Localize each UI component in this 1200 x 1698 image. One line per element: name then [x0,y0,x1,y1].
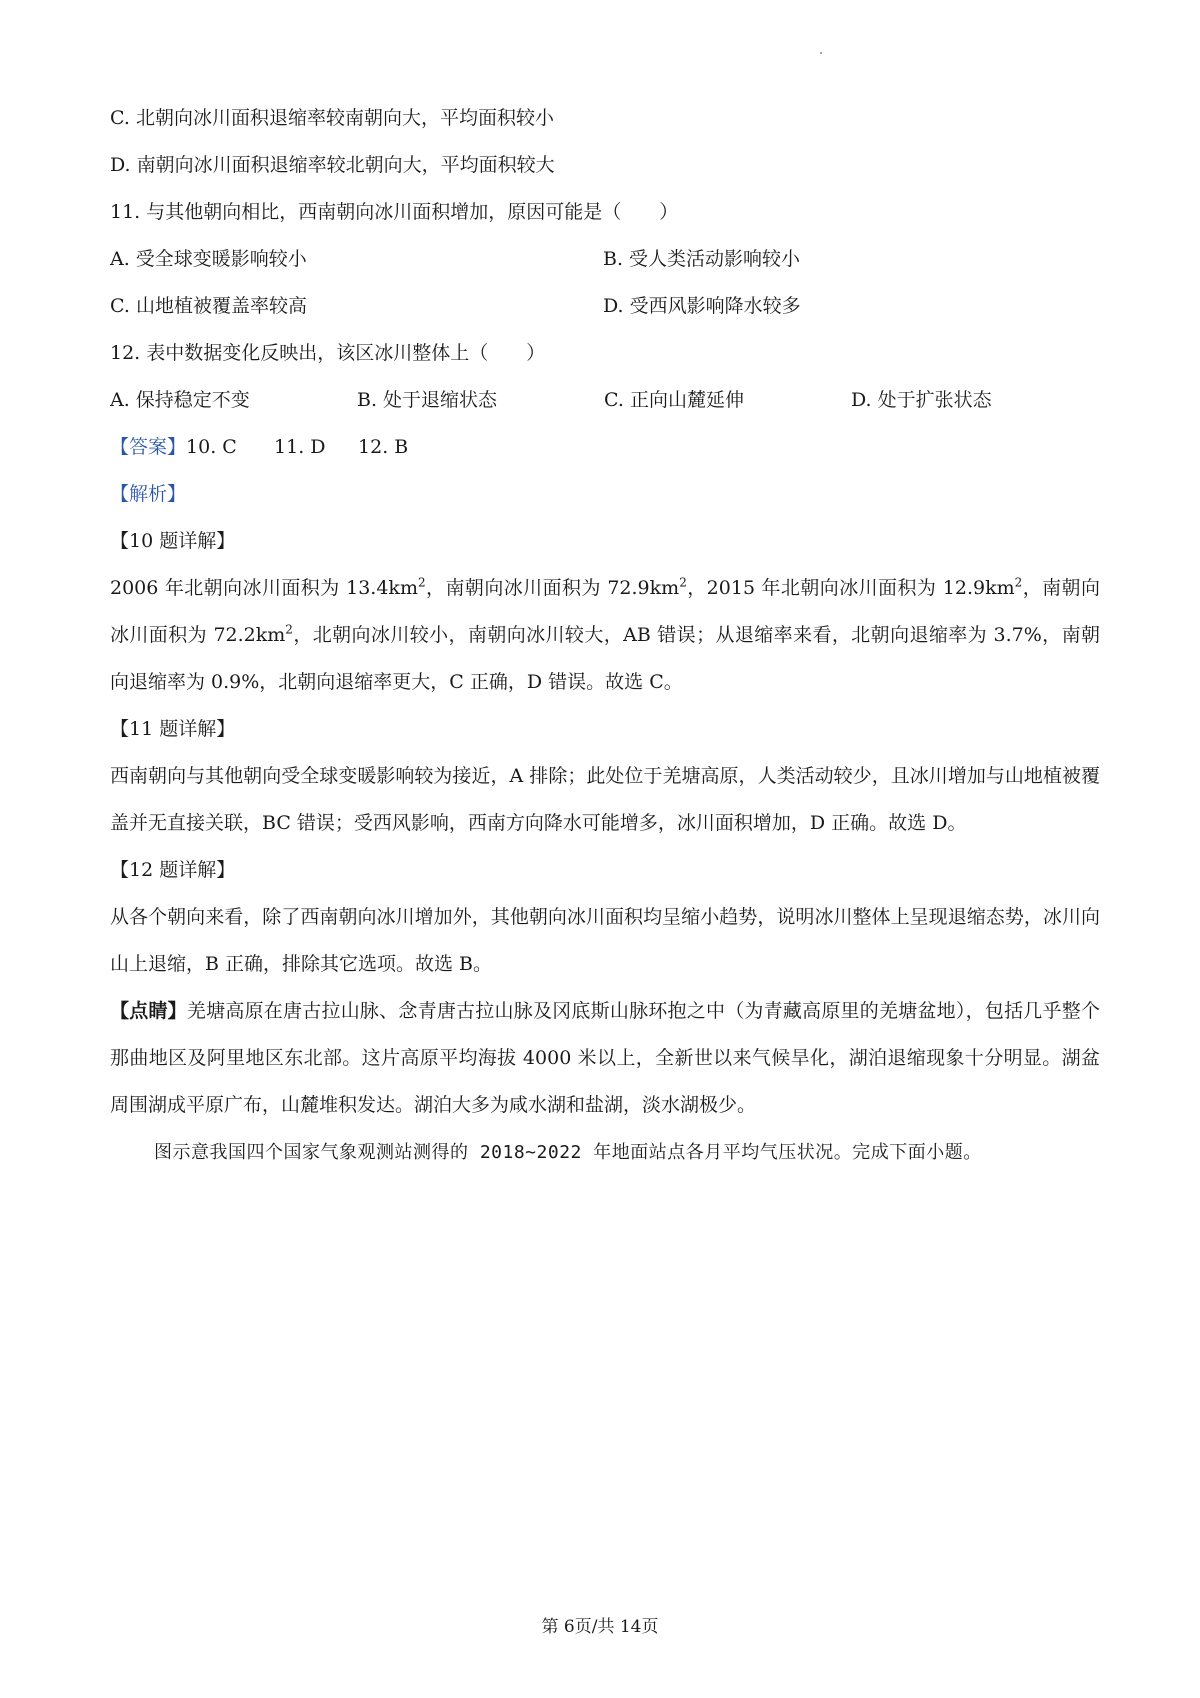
answer-10: 10. C [186,436,237,458]
q12-option-d: D. 处于扩张状态 [851,389,992,411]
q10-text-part: ，2015 年北朝向冰川面积为 12.9km [686,577,1015,599]
superscript: 2 [679,575,687,590]
q10-text-part: 2006 年北朝向冰川面积为 13.4km [110,577,418,599]
q11-detail-text: 西南朝向与其他朝向受全球变暖影响较为接近，A 排除；此处位于羌塘高原，人类活动较少，且冰川增加与山地植被覆盖并无直接关联，BC 错误；受西风影响，西南方向降水可能增多，冰川面积增加，D 正确。故选 D。 [110,765,1100,834]
q10-option-d: D. 南朝向冰川面积退缩率较北朝向大，平均面积较大 [110,154,555,176]
q11-option-b: B. 受人类活动影响较小 [603,248,801,270]
tip-text: 羌塘高原在唐古拉山脉、念青唐古拉山脉及冈底斯山脉环抱之中（为青藏高原里的羌塘盆地），包括几乎整个那曲地区及阿里地区东北部。这片高原平均海拔 4000 米以上，全新世以来气候旱化，湖泊退缩现象十分明显。湖盆周围湖成平原广布，山麓堆积发达。湖泊大多为咸水湖和盐湖，淡水湖极少。 [110,1000,1100,1116]
q12-option-c: C. 正向山麓延伸 [604,389,744,411]
analysis-label: 【解析】 [110,483,187,505]
next-question-caption: 图示意我国四个国家气象观测站测得的 2018~2022 年地面站点各月平均气压状况。完成下面小题。 [154,1142,982,1163]
answer-line [110,424,1100,471]
q12-stem: 12. 表中数据变化反映出，该区冰川整体上（ ） [110,342,546,364]
q10-text-part: ，北朝向冰川较小，南朝向冰川较大，AB 错误；从退缩率来看，北朝向退缩率为 3.7%，南朝向退缩率为 0.9%，北朝向退缩率更大，C 正确，D 错误。故选 C。 [110,624,1100,693]
q12-options-row [110,377,1100,424]
scan-dot [820,52,822,54]
q10-text-part: ，南朝向冰川面积为 72.2km [110,577,1100,646]
q11-option-d: D. 受西风影响降水较多 [603,295,801,317]
answer-11: 11. D [274,436,326,458]
q12-option-a: A. 保持稳定不变 [110,389,250,411]
q11-options-row-2 [110,283,1100,330]
q10-option-c: C. 北朝向冰川面积退缩率较南朝向大，平均面积较小 [110,107,554,129]
q10-detail-heading: 【10 题详解】 [110,530,236,552]
page-content [110,95,1100,1176]
q10-text-part: ，南朝向冰川面积为 72.9km [425,577,680,599]
q11-detail-heading: 【11 题详解】 [110,718,236,740]
q12-detail-text: 从各个朝向来看，除了西南朝向冰川增加外，其他朝向冰川面积均呈缩小趋势，说明冰川整体上呈现退缩态势，冰川向山上退缩，B 正确，排除其它选项。故选 B。 [110,906,1100,975]
superscript: 2 [417,575,426,590]
q12-option-b: B. 处于退缩状态 [357,389,498,411]
answer-12: 12. B [358,436,409,458]
page-footer: 第 6页/共 14页 [541,1617,659,1637]
q11-stem: 11. 与其他朝向相比，西南朝向冰川面积增加，原因可能是（ ） [110,201,679,223]
tip-paragraph [110,988,1100,1129]
superscript: 2 [285,622,293,637]
q11-option-c: C. 山地植被覆盖率较高 [110,295,307,317]
tip-label: 【点睛】 [110,1000,187,1022]
q11-options-row-1 [110,236,1100,283]
q12-detail-heading: 【12 题详解】 [110,859,236,881]
q10-detail-text [110,565,1100,706]
q11-option-a: A. 受全球变暖影响较小 [110,248,307,270]
superscript: 2 [1014,575,1023,590]
answer-label: 【答案】 [110,436,187,458]
